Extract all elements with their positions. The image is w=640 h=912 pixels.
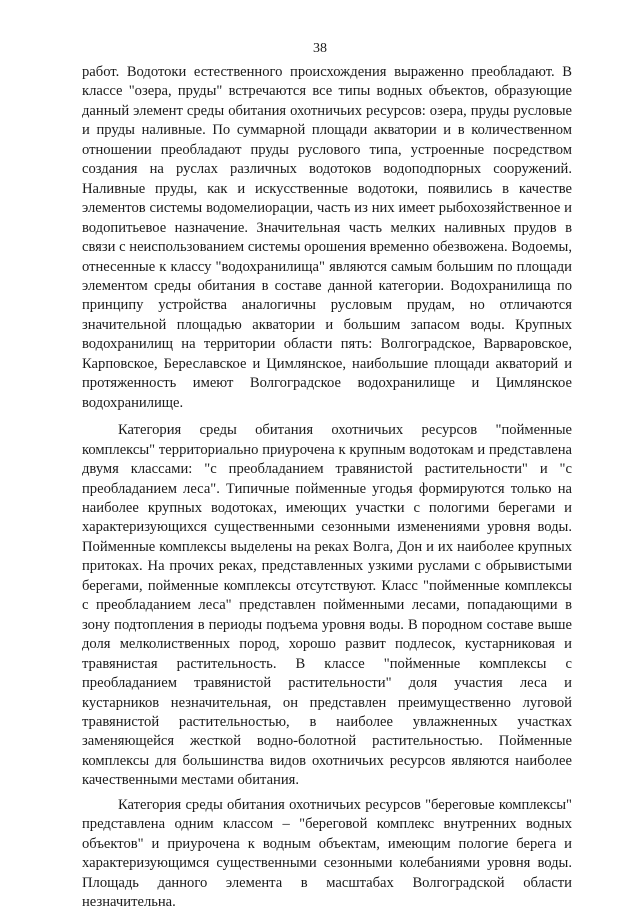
document-body (82, 63, 572, 912)
paragraph-coastal-complexes: Категория среды обитания охотничьих ресурсов "береговые комплексы" представлена одним классом – "береговой комплекс внутренних водных объектов" и приурочена к водным объектам, имеющим пологие берега и характеризующимся существенными сезонными колебаниями уровня воды. Площадь данного элемента в масштабах Волгоградской области незначительна. (82, 796, 572, 911)
paragraph-floodplain-complexes: Категория среды обитания охотничьих ресурсов "пойменные комплексы" территориально приурочена к крупным водотокам и представлена двумя классами: "с преобладанием травянистой растительности" и "с преобладанием леса". Типичные пойменные угодья формируются только на наиболее крупных водотоках, имеющих участки с пологими берегами и характеризующихся существенными сезонными изменениями уровня воды. Пойменные комплексы выделены на реках Волга, Дон и их наиболее крупных притоках. На прочих реках, представленных узкими руслами с обрывистыми берегами, пойменные комплексы отсутствуют. Класс "пойменные комплексы с преобладанием леса" представлен пойменными лесами, попадающими в зону подтопления в периоды подъема уровня воды. В породном составе выше доля мелколиственных пород, хорошо развит подлесок, кустарниковая и травянистая растительность. В классе "пойменные комплексы с преобладанием травянистой растительности" доля участия леса и кустарников незначительная, он представлен преимущественно луговой травянистой растительностью, в наиболее увлажненных участках заменяющейся жесткой водно-болотной растительностью. Пойменные комплексы для большинства видов охотничьих ресурсов являются наиболее качественными местами обитания. (82, 422, 572, 789)
page-number: 38 (313, 41, 327, 56)
paragraph-water-bodies: работ. Водотоки естественного происхождения выраженно преобладают. В классе "озера, пруды" встречаются все типы водных объектов, образующие данный элемент среды обитания охотничьих ресурсов: озера, пруды русловые и пруды наливные. По суммарной площади акватории и в количественном отношении преобладают пруды руслового типа, устроенные посредством создания на руслах различных водотоков водоподпорных сооружений. Наливные пруды, как и искусственные водотоки, появились в качестве элементов системы водомелиорации, часть из них имеет рыбохозяйственное и водопитьевое назначение. Значительная часть мелких наливных прудов в связи с неиспользованием системы орошения временно обезвожена. Водоемы, отнесенные к классу "водохранилища" являются самым большим по площади элементом среды обитания в составе данной категории. Водохранилища по принципу устройства аналогичны русловым прудам, но отличаются значительной площадью акватории и большим запасом воды. Крупных водохранилищ на территории области пять: Волгоградское, Варваровское, Карповское, Береславское и Цимлянское, наибольшие площади акваторий и протяженность имеют Волгоградское водохранилище и Цимлянское водохранилище. (82, 64, 572, 411)
